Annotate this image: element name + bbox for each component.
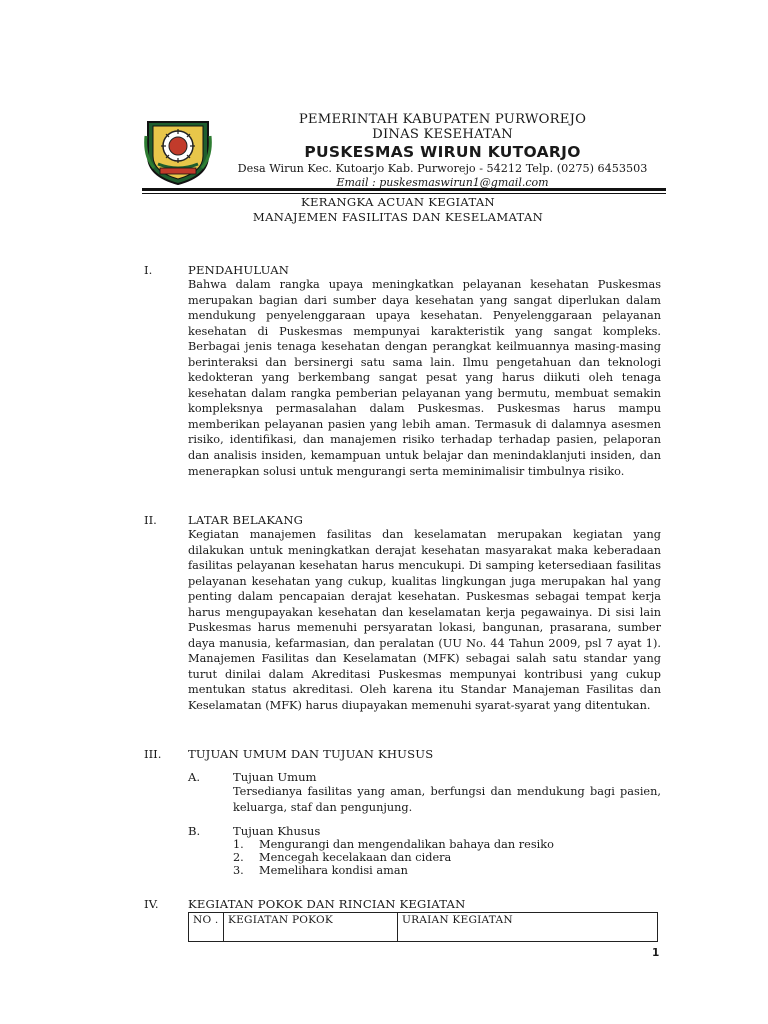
table-header-uraian-kegiatan: URAIAN KEGIATAN <box>398 913 658 942</box>
list-item: 1. Mengurangi dan mengendalikan bahaya dan resiko <box>233 838 554 851</box>
section-text-latar-belakang: Kegiatan manajemen fasilitas dan keselamatan merupakan kegiatan yang dilakukan untuk meningkatkan derajat kesehatan masyarakat maka keberadaan fasilitas pelayanan kesehatan harus mencukupi. Di samping ketersediaan fasilitas pelayanan kesehatan yang cukup, kualitas lingkungan juga merupakan hal yang penting dalam pencapaian derajat kesehatan. Puskesmas sebagai tempat kerja harus mengupayakan kesehatan dan keselamatan kerja pegawainya. Di sisi lain Puskesmas harus memenuhi persyaratan lokasi, bangunan, prasarana, sumber daya manusia, kefarmasian, dan peralatan (UU No. 44 Tahun 2009, psl 7 ayat 1). Manajemen Fasilitas dan Keselamatan (MFK) sebagai salah satu standar yang turut dinilai dalam Akreditasi Puskesmas mempunyai kontribusi yang cukup mentukan status akreditasi. Oleh karena itu Standar Manajeman Fasilitas dan Keselamatan (MFK) harus diupayakan memenuhi syarat-syarat yang ditentukan. <box>188 528 661 713</box>
section-number: III. <box>144 747 162 761</box>
table-header-kegiatan-pokok: KEGIATAN POKOK <box>224 913 398 942</box>
list-item: 2. Mencegah kecelakaan dan cidera <box>233 851 452 864</box>
page-number: 1 <box>652 947 660 959</box>
letterhead-address: Desa Wirun Kec. Kutoarjo Kab. Purworejo - 54212 Telp. (0275) 6453503 <box>237 162 648 175</box>
section-number: IV. <box>144 897 159 911</box>
document-title <box>188 195 608 225</box>
table-header-row <box>189 913 658 942</box>
subsection-heading-tujuan-khusus: Tujuan Khusus <box>233 824 321 838</box>
section-heading-latar-belakang: LATAR BELAKANG <box>188 513 304 527</box>
subsection-letter: B. <box>188 824 201 838</box>
letterhead <box>220 112 665 190</box>
subsection-text-tujuan-umum: Tersedianya fasilitas yang aman, berfungsi dan mendukung bagi pasien, keluarga, staf dan pengunjung. <box>233 785 661 814</box>
table-header-no: NO . <box>189 913 224 942</box>
activity-table <box>188 912 658 942</box>
letterhead-department: DINAS KESEHATAN <box>372 127 513 142</box>
subsection-heading-tujuan-umum: Tujuan Umum <box>233 770 317 784</box>
section-heading-tujuan: TUJUAN UMUM DAN TUJUAN KHUSUS <box>188 747 434 761</box>
title-line-2: MANAJEMEN FASILITAS DAN KESELAMATAN <box>252 210 544 224</box>
section-heading-kegiatan: KEGIATAN POKOK DAN RINCIAN KEGIATAN <box>188 897 466 911</box>
letterhead-rule-thick <box>142 188 666 191</box>
subsection-letter: A. <box>188 770 201 784</box>
purworejo-regency-crest-icon <box>144 116 212 186</box>
section-text-pendahuluan: Bahwa dalam rangka upaya meningkatkan pelayanan kesehatan Puskesmas merupakan bagian dari sumber daya kesehatan yang sangat diperlukan dalam mendukung penyelenggaraan upaya kesehatan. Penyelenggaraan pelayanan kesehatan di Puskesmas mempunyai karakteristik yang sangat kompleks. Berbagai jenis tenaga kesehatan dengan perangkat keilmuannya masing-masing berinteraksi dan bersinergi satu sama lain. Ilmu pengetahuan dan teknologi kedokteran yang berkembang sangat pesat yang harus diikuti oleh tenaga kesehatan dalam rangka pemberian pelayanan yang bermutu, membuat semakin kompleksnya permasalahan dalam Puskesmas. Puskesmas harus mampu memberikan pelayanan pasien yang lebih aman. Termasuk di dalamnya asesmen risiko, identifikasi, dan manajemen risiko terhadap terhadap pasien, pelaporan dan analisis insiden, kemampuan untuk belajar dan menindaklanjuti insiden, dan menerapkan solusi untuk mengurangi serta meminimalisir timbulnya risiko. <box>188 278 661 478</box>
letterhead-rule-thin <box>142 193 666 194</box>
letterhead-email: Email : puskesmaswirun1@gmail.com <box>336 176 549 189</box>
letterhead-institution: PUSKESMAS WIRUN KUTOARJO <box>304 143 581 161</box>
section-heading-pendahuluan: PENDAHULUAN <box>188 263 290 277</box>
section-number: I. <box>144 263 153 277</box>
title-line-1: KERANGKA ACUAN KEGIATAN <box>301 195 495 209</box>
section-number: II. <box>144 513 157 527</box>
list-item: 3. Memelihara kondisi aman <box>233 864 408 877</box>
letterhead-government: PEMERINTAH KABUPATEN PURWOREJO <box>298 112 587 127</box>
